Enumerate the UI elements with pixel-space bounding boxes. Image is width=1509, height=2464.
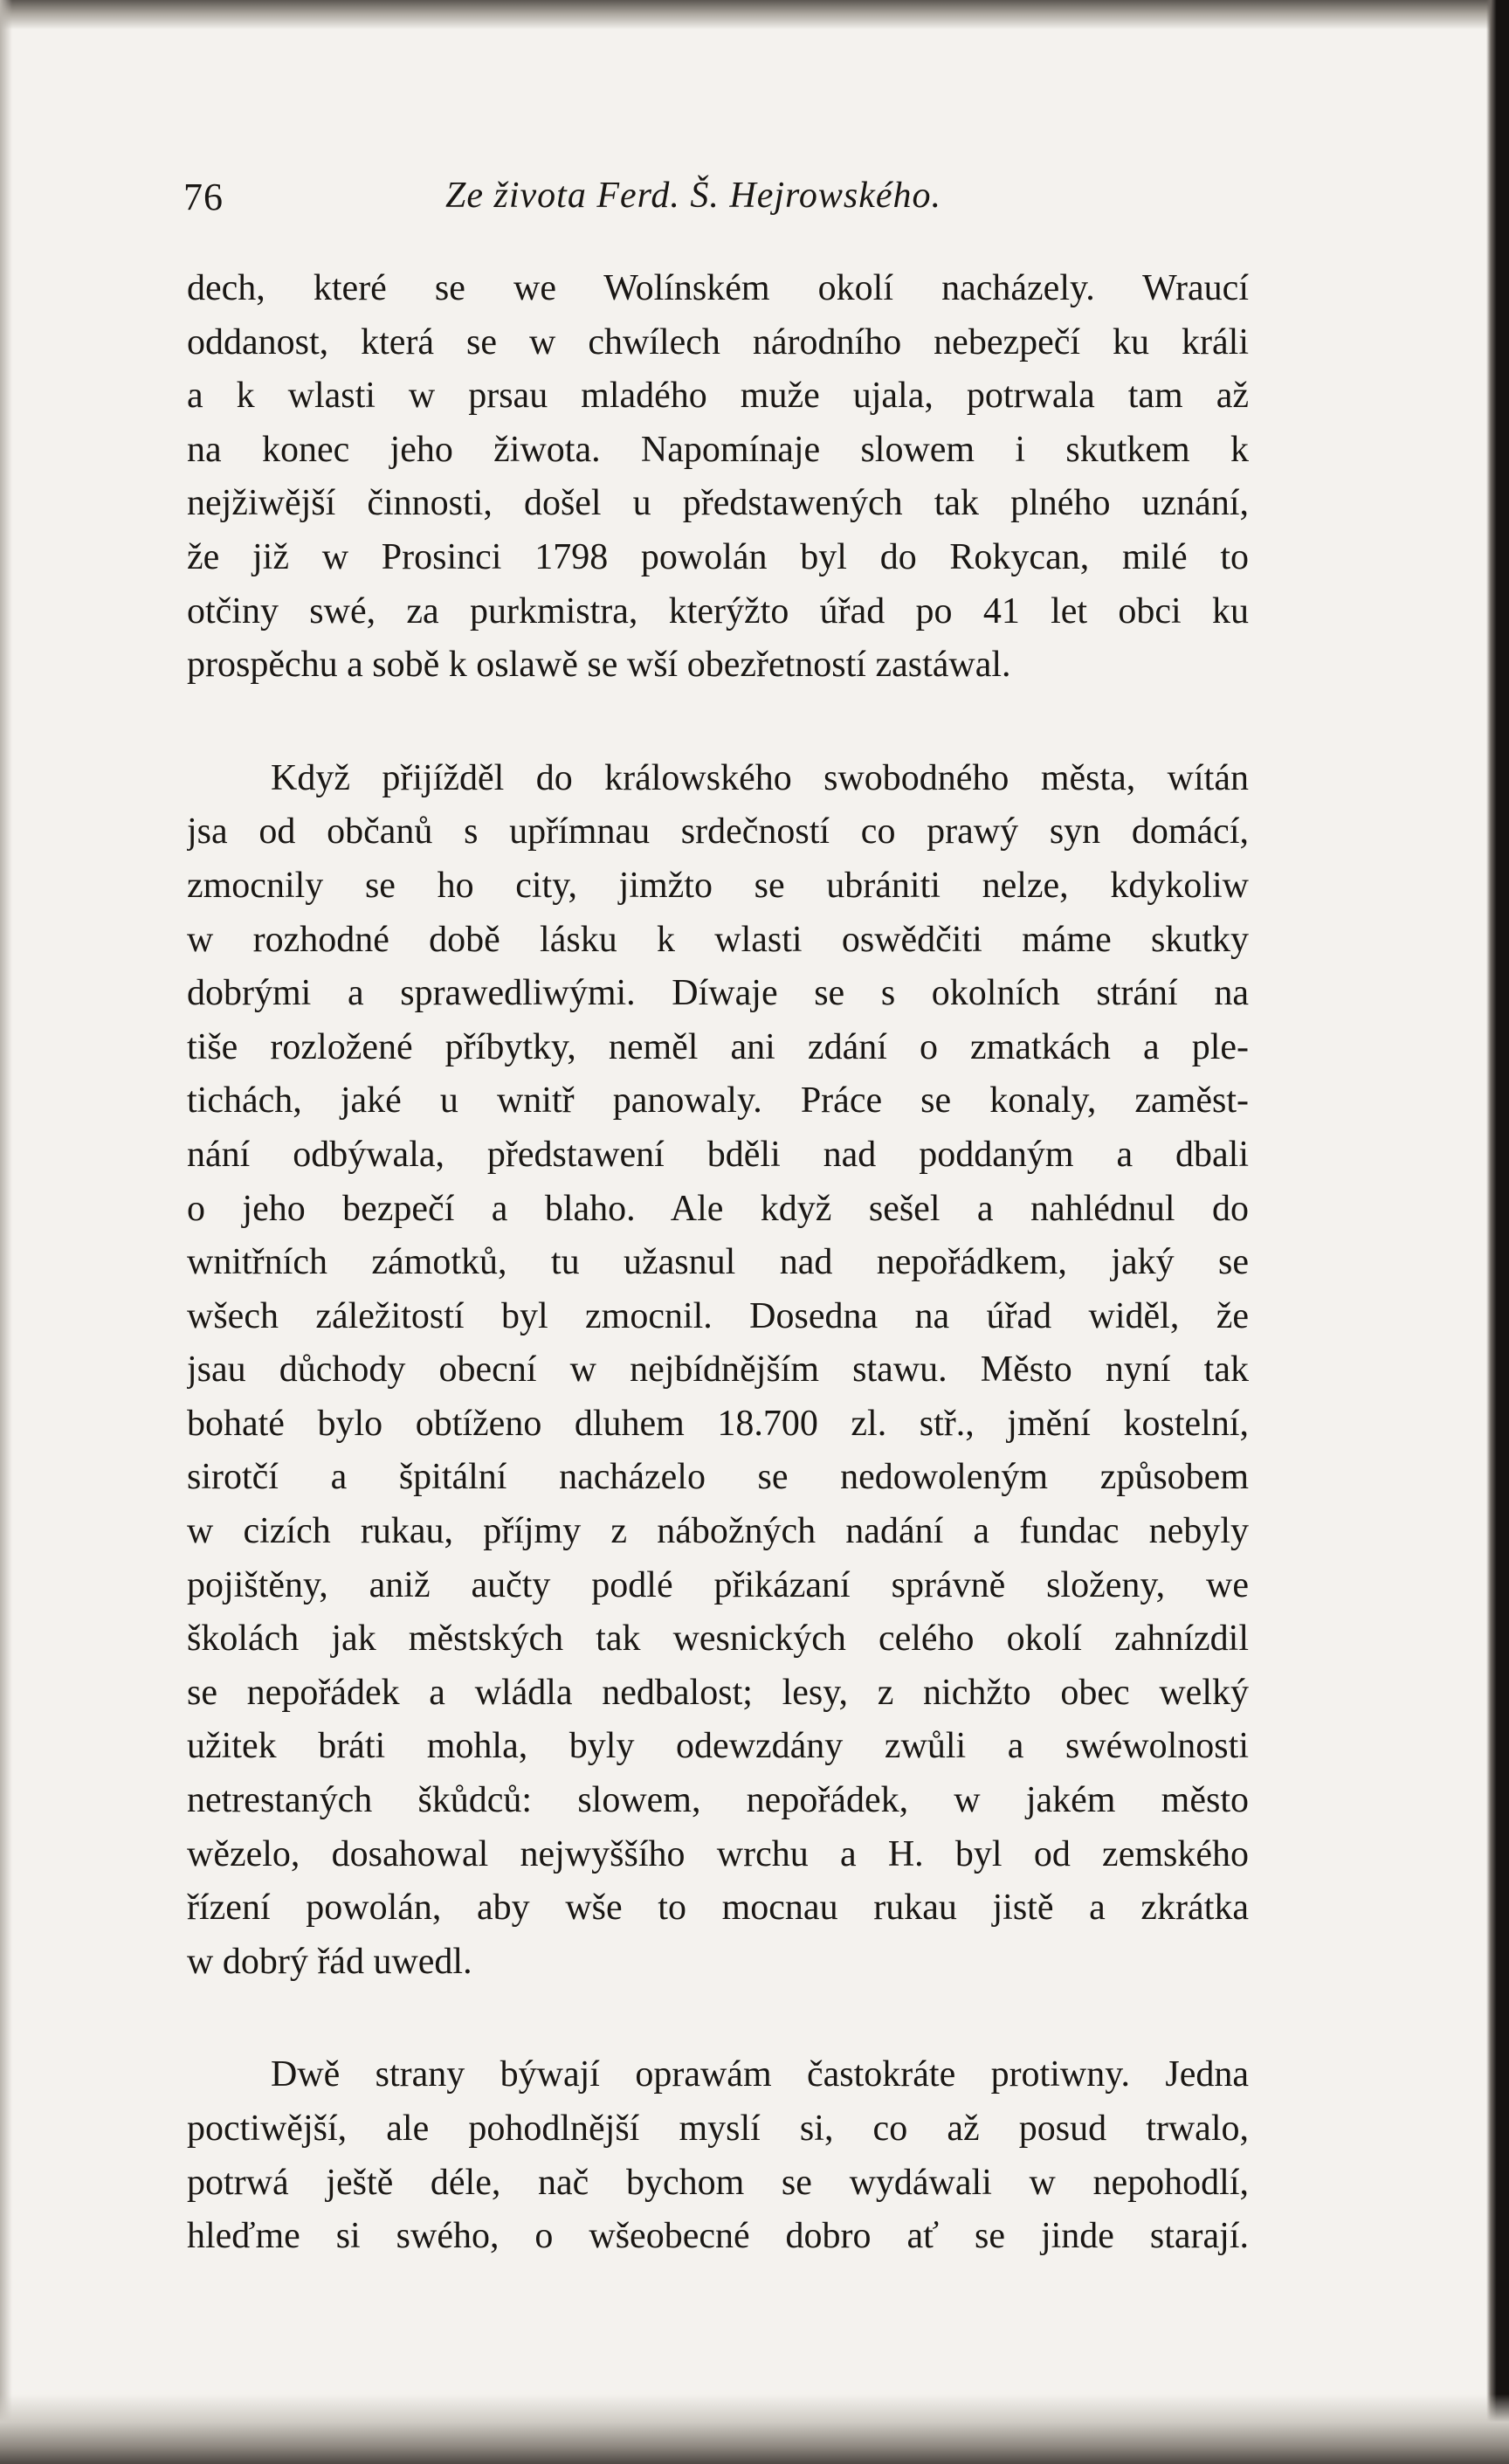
- text-line: w cizích rukau, příjmy z nábožných nadání a fundac nebyly: [187, 1511, 1249, 1552]
- text-line: jsa od občanů s upřímnau srdečností co prawý syn domácí,: [187, 811, 1249, 852]
- text-line: školách jak městských tak wesnických celého okolí zahnízdil: [187, 1619, 1249, 1660]
- text-line: Dwě strany býwají oprawám častokráte protiwny. Jedna: [271, 2054, 1249, 2095]
- text-line: Když přijížděl do králowského swobodného města, wítán: [271, 757, 1249, 798]
- paragraph: [187, 262, 1249, 693]
- text-line: a k wlasti w prsau mladého muže ujala, potrwala tam až: [187, 376, 1249, 417]
- page-top-edge-shadow: [0, 0, 1509, 30]
- text-line: bohaté bylo obtíženo dluhem 18.700 zl. stř., jmění kostelní,: [187, 1403, 1249, 1444]
- running-title: Ze života Ferd. Š. Hejrowského.: [445, 176, 941, 216]
- text-line: jsau důchody obecní w nejbídnějším stawu. Město nyní tak: [187, 1349, 1249, 1391]
- page-number: 76: [183, 176, 224, 218]
- text-line: užitek bráti mohla, byly odewzdány zwůli a swéwolnosti: [187, 1726, 1249, 1767]
- text-line: o jeho bezpečí a blaho. Ale když sešel a nahlédnul do: [187, 1188, 1249, 1229]
- text-line: poctiwější, ale pohodlnější myslí si, co až posud trwalo,: [187, 2109, 1249, 2149]
- text-line: se nepořádek a wládla nedbalost; lesy, z nichžto obec welký: [187, 1672, 1249, 1713]
- paragraph-gap: [187, 1989, 1249, 2048]
- text-line: potrwá ještě déle, nač bychom se wydáwali w nepohodlí,: [187, 2162, 1249, 2203]
- text-line: wězelo, dosahowal nejwyššího wrchu a H. byl od zemského: [187, 1833, 1249, 1874]
- text-line: zmocnily se ho city, jimžto se ubrániti nelze, kdykoliw: [187, 865, 1249, 906]
- page-left-edge-shadow: [0, 0, 12, 2464]
- text-line: tiše rozložené příbytky, neměl ani zdání o zmatkách a ple-: [187, 1026, 1249, 1067]
- text-line: nejžiwější činnosti, došel u předstawených tak plného uznání,: [187, 483, 1249, 524]
- text-line: že již w Prosinci 1798 powolán byl do Rokycan, milé to: [187, 536, 1249, 577]
- paragraph: [187, 752, 1249, 1990]
- text-line: w dobrý řád uwedl.: [187, 1941, 472, 1982]
- text-line: tichách, jaké u wnitř panowaly. Práce se konaly, zaměst-: [187, 1080, 1249, 1122]
- text-line: otčiny swé, za purkmistra, kterýžto úřad po 41 let obci ku: [187, 590, 1249, 632]
- text-line: sirotčí a špitální nacházelo se nedowoleným způsobem: [187, 1457, 1249, 1498]
- text-line: pojištěny, aniž aučty podlé přikázaní správně složeny, we: [187, 1564, 1249, 1605]
- text-line: oddanost, která se w chwílech národního nebezpečí ku králi: [187, 321, 1249, 362]
- text-line: dobrými a sprawedliwými. Díwaje se s okolních strání na: [187, 973, 1249, 1014]
- text-line: dech, které se we Wolínském okolí nacházely. Wraucí: [187, 268, 1249, 308]
- body-text: [187, 262, 1249, 2264]
- text-line: nání odbýwala, předstawení bděli nad poddaným a dbali: [187, 1134, 1249, 1175]
- text-line: w rozhodné době lásku k wlasti oswědčiti máme skutky: [187, 919, 1249, 960]
- paragraph-gap: [187, 693, 1249, 752]
- text-line: netrestaných škůdců: slowem, nepořádek, w jakém město: [187, 1780, 1249, 1821]
- text-line: wšech záležitostí byl zmocnil. Dosedna na úřad widěl, že: [187, 1295, 1249, 1336]
- paragraph: [187, 2048, 1249, 2263]
- text-line: na konec jeho žiwota. Napomínaje slowem i skutkem k: [187, 429, 1249, 470]
- page-right-edge-shadow: [1486, 0, 1509, 2464]
- text-line: wnitřních zámotků, tu užasnul nad nepořádkem, jaký se: [187, 1242, 1249, 1283]
- text-line: řízení powolán, aby wše to mocnau rukau jistě a zkrátka: [187, 1888, 1249, 1929]
- text-line: prospěchu a sobě k oslawě se wší obezřetností zastáwal.: [187, 645, 1011, 686]
- page-header: [183, 175, 1249, 227]
- text-line: hleďme si swého, o wšeobecné dobro ať se jinde starají.: [187, 2216, 1249, 2257]
- page-bottom-edge-shadow: [0, 2394, 1509, 2464]
